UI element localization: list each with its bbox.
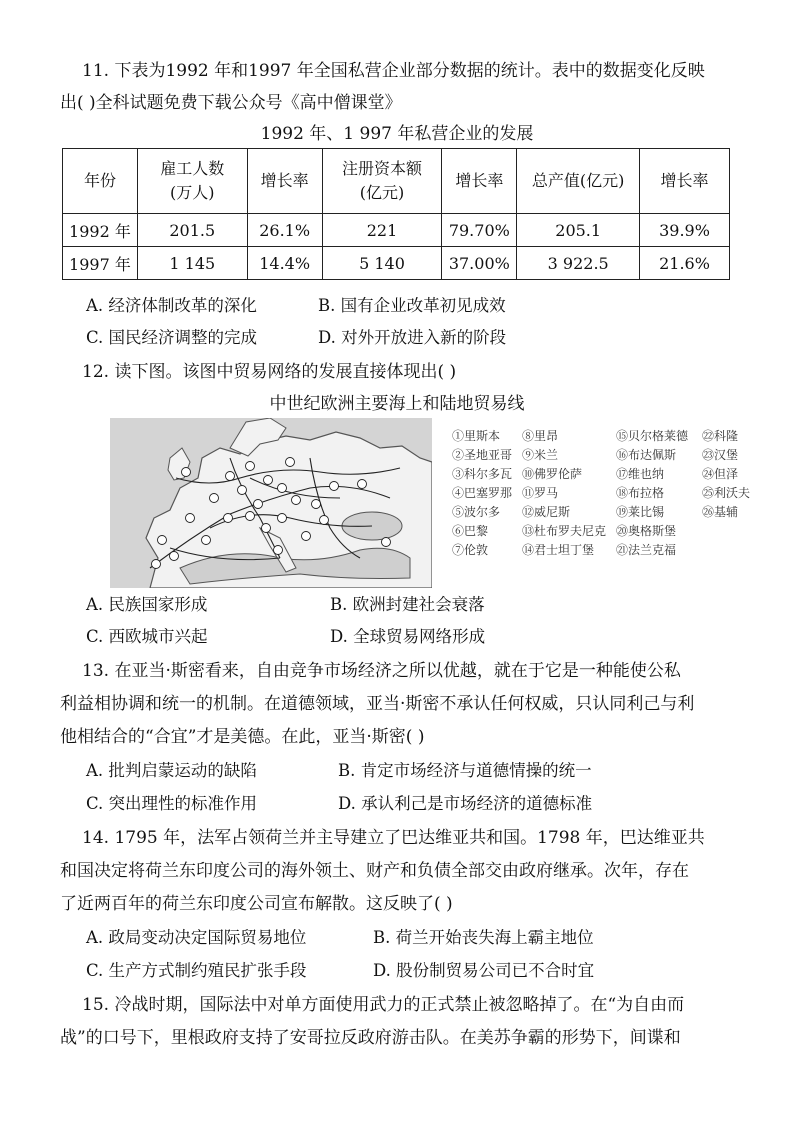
q11-option-c: C. 国民经济调整的完成 [86, 328, 258, 347]
table-cell: 205.1 [517, 214, 640, 247]
legend-item: ㉓汉堡 [702, 448, 739, 462]
q11-option-d: D. 对外开放进入新的阶段 [318, 328, 507, 347]
q14-line1: 14. 1795 年，法军占领荷兰并主导建立了巴达维亚共和国。1798 年，巴达维亚共 [82, 828, 705, 848]
table-cell: 3 922.5 [517, 247, 640, 280]
q11-option-a: A. 经济体制改革的深化 [86, 296, 257, 315]
table-header-row [63, 149, 730, 214]
legend-item: ㉕利沃夫 [702, 486, 751, 500]
legend-item: ⑰维也纳 [616, 467, 665, 481]
map-legend [452, 428, 762, 558]
table-cell: 14.4% [247, 247, 322, 280]
table-cell: 1997 年 [63, 247, 138, 280]
legend-item: ㉒科隆 [702, 429, 739, 443]
q14-option-b: B. 荷兰开始丧失海上霸主地位 [373, 928, 594, 947]
legend-item: ⑨米兰 [522, 448, 559, 462]
legend-item: ⑪罗马 [522, 486, 559, 500]
q15-line1: 15. 冷战时期，国际法中对单方面使用武力的正式禁止被忽略掉了。在“为自由而 [82, 995, 685, 1015]
q12-map-title: 中世纪欧洲主要海上和陆地贸易线 [269, 394, 525, 414]
q13-line1: 13. 在亚当·斯密看来，自由竞争市场经济之所以优越，就在于它是一种能使公私 [82, 661, 681, 681]
q11-option-b: B. 国有企业改革初见成效 [318, 296, 506, 315]
legend-item: ⑲莱比锡 [616, 505, 665, 519]
q13-line2: 利益相协调和统一的机制。在道德领域，亚当·斯密不承认任何权威，只认同利己与利 [60, 694, 695, 714]
q11-stem-line2: 出( )全科试题免费下载公众号《高中僧课堂》 [60, 93, 402, 113]
trade-map-drawing [110, 418, 432, 588]
header-capital: 注册资本额 (亿元) [322, 149, 442, 214]
q11-data-table [62, 148, 730, 280]
q12-option-a: A. 民族国家形成 [86, 595, 208, 614]
legend-item: ⑫威尼斯 [522, 505, 571, 519]
q13-option-b: B. 肯定市场经济与道德情操的统一 [338, 761, 592, 780]
table-row [63, 247, 730, 280]
q12-option-d: D. 全球贸易网络形成 [330, 627, 486, 646]
table-cell: 221 [322, 214, 442, 247]
q11-stem-line1: 11. 下表为1992 年和1997 年全国私营企业部分数据的统计。表中的数据变化反映 [82, 61, 705, 81]
legend-item: ④巴塞罗那 [452, 486, 513, 500]
legend-item: ⑭君士坦丁堡 [522, 543, 595, 557]
legend-item: ⑦伦敦 [452, 543, 489, 557]
q14-line2: 和国决定将荷兰东印度公司的海外领土、财产和负债全部交由政府继承。次年，存在 [60, 861, 689, 881]
legend-item: ③科尔多瓦 [452, 467, 513, 481]
header-employees: 雇工人数 (万人) [137, 149, 247, 214]
table-cell: 37.00% [442, 247, 517, 280]
table-cell: 5 140 [322, 247, 442, 280]
table-cell: 39.9% [640, 214, 730, 247]
q12-option-c: C. 西欧城市兴起 [86, 627, 208, 646]
legend-item: ㉑法兰克福 [616, 543, 677, 557]
table-cell: 1 145 [137, 247, 247, 280]
legend-item: ⑱布拉格 [616, 486, 665, 500]
legend-item: ⑬杜布罗夫尼克 [522, 524, 607, 538]
q12-stem: 12. 读下图。该图中贸易网络的发展直接体现出( ) [82, 362, 457, 382]
q14-line3: 了近两百年的荷兰东印度公司宣布解散。这反映了( ) [60, 894, 453, 914]
q12-option-b: B. 欧洲封建社会衰落 [330, 595, 485, 614]
legend-item: ㉖基辅 [702, 505, 739, 519]
table-cell: 201.5 [137, 214, 247, 247]
table-cell: 21.6% [640, 247, 730, 280]
header-growth-3: 增长率 [640, 149, 730, 214]
header-growth-2: 增长率 [442, 149, 517, 214]
q15-line2: 战”的口号下，里根政府支持了安哥拉反政府游击队。在美苏争霸的形势下，间谍和 [60, 1028, 681, 1048]
legend-item: ⑮贝尔格莱德 [616, 429, 689, 443]
legend-item: ⑩佛罗伦萨 [522, 467, 583, 481]
legend-item: ⑤波尔多 [452, 505, 501, 519]
q14-option-d: D. 股份制贸易公司已不合时宜 [373, 961, 595, 980]
table-cell: 1992 年 [63, 214, 138, 247]
legend-item: ⑳奥格斯堡 [616, 524, 677, 538]
legend-item: ②圣地亚哥 [452, 448, 513, 462]
legend-item: ⑯布达佩斯 [616, 448, 677, 462]
q13-option-d: D. 承认利己是市场经济的道德标准 [338, 794, 593, 813]
q14-option-a: A. 政局变动决定国际贸易地位 [86, 928, 307, 947]
q13-option-a: A. 批判启蒙运动的缺陷 [86, 761, 257, 780]
header-growth-1: 增长率 [247, 149, 322, 214]
legend-item: ①里斯本 [452, 429, 501, 443]
header-output: 总产值(亿元) [517, 149, 640, 214]
legend-item: ⑥巴黎 [452, 524, 489, 538]
header-year: 年份 [63, 149, 138, 214]
q13-option-c: C. 突出理性的标准作用 [86, 794, 258, 813]
europe-trade-map [110, 418, 432, 588]
table-cell: 26.1% [247, 214, 322, 247]
q11-table-title: 1992 年、1 997 年私营企业的发展 [260, 124, 534, 144]
table-cell: 79.70% [442, 214, 517, 247]
legend-item: ㉔但泽 [702, 467, 739, 481]
table-row [63, 214, 730, 247]
legend-item: ⑧里昂 [522, 429, 559, 443]
q14-option-c: C. 生产方式制约殖民扩张手段 [86, 961, 307, 980]
q13-line3: 他相结合的“合宜”才是美德。在此，亚当·斯密( ) [60, 727, 425, 747]
